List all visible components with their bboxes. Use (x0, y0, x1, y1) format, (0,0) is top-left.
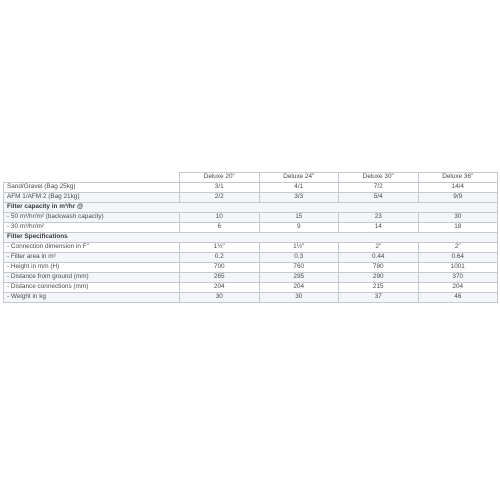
cell-value: 0.44 (339, 253, 419, 263)
cell-value: 760 (259, 263, 339, 273)
cell-value: 30 (259, 293, 339, 303)
row-label: - Weight in kg (4, 293, 180, 303)
cell-value: 295 (259, 273, 339, 283)
row-label: - Connection dimension in F" (4, 243, 180, 253)
cell-value: 700 (180, 263, 260, 273)
cell-value: 1001 (418, 263, 498, 273)
cell-value: 4/1 (259, 183, 339, 193)
column-header: Deluxe 30" (339, 173, 419, 183)
cell-value: 3/3 (259, 193, 339, 203)
table-row (4, 273, 498, 283)
cell-value: 215 (339, 283, 419, 293)
cell-value: 14/4 (418, 183, 498, 193)
cell-value: 265 (180, 273, 260, 283)
cell-value: 204 (418, 283, 498, 293)
cell-value: 7/2 (339, 183, 419, 193)
section-header-row (4, 203, 498, 213)
row-label: AFM 1/AFM 2 (Bag 21kg) (4, 193, 180, 203)
cell-value: 30 (180, 293, 260, 303)
cell-value: 1½" (180, 243, 260, 253)
table-row (4, 263, 498, 273)
cell-value: 6 (180, 223, 260, 233)
table-row (4, 223, 498, 233)
row-label: - Height in mm (H) (4, 263, 180, 273)
cell-value: 14 (339, 223, 419, 233)
column-header: Deluxe 36" (418, 173, 498, 183)
row-label: - 30 m³/hr/m² (4, 223, 180, 233)
column-header: Deluxe 24" (259, 173, 339, 183)
row-label: - Distance from ground (mm) (4, 273, 180, 283)
cell-value: 5/4 (339, 193, 419, 203)
cell-value: 1½" (259, 243, 339, 253)
column-header: Deluxe 20" (180, 173, 260, 183)
section-label: Filter capacity in m³/hr @ (4, 203, 498, 213)
cell-value: 204 (180, 283, 260, 293)
cell-value: 0.64 (418, 253, 498, 263)
cell-value: 2" (418, 243, 498, 253)
table-row (4, 293, 498, 303)
cell-value: 0.2 (180, 253, 260, 263)
cell-value: 15 (259, 213, 339, 223)
table-row (4, 213, 498, 223)
cell-value: 0.3 (259, 253, 339, 263)
table-row (4, 253, 498, 263)
cell-value: 10 (180, 213, 260, 223)
table-row (4, 283, 498, 293)
table-row (4, 193, 498, 203)
header-row (4, 173, 498, 183)
row-label: - Filter area in m² (4, 253, 180, 263)
row-label: - 50 m³/hr/m² (backwash capacity) (4, 213, 180, 223)
cell-value: 204 (259, 283, 339, 293)
filter-spec-table (3, 172, 498, 303)
cell-value: 23 (339, 213, 419, 223)
table-body (4, 183, 498, 303)
section-header-row (4, 233, 498, 243)
row-label: Sand/Gravel (Bag 25kg) (4, 183, 180, 193)
cell-value: 18 (418, 223, 498, 233)
section-label: Filter Specifications (4, 233, 498, 243)
cell-value: 9 (259, 223, 339, 233)
cell-value: 2" (339, 243, 419, 253)
cell-value: 30 (418, 213, 498, 223)
table-row (4, 243, 498, 253)
cell-value: 290 (339, 273, 419, 283)
cell-value: 370 (418, 273, 498, 283)
cell-value: 9/9 (418, 193, 498, 203)
cell-value: 37 (339, 293, 419, 303)
header-blank-cell (4, 173, 180, 183)
cell-value: 2/2 (180, 193, 260, 203)
row-label: - Distance connections (mm) (4, 283, 180, 293)
cell-value: 46 (418, 293, 498, 303)
cell-value: 3/1 (180, 183, 260, 193)
table-row (4, 183, 498, 193)
cell-value: 780 (339, 263, 419, 273)
